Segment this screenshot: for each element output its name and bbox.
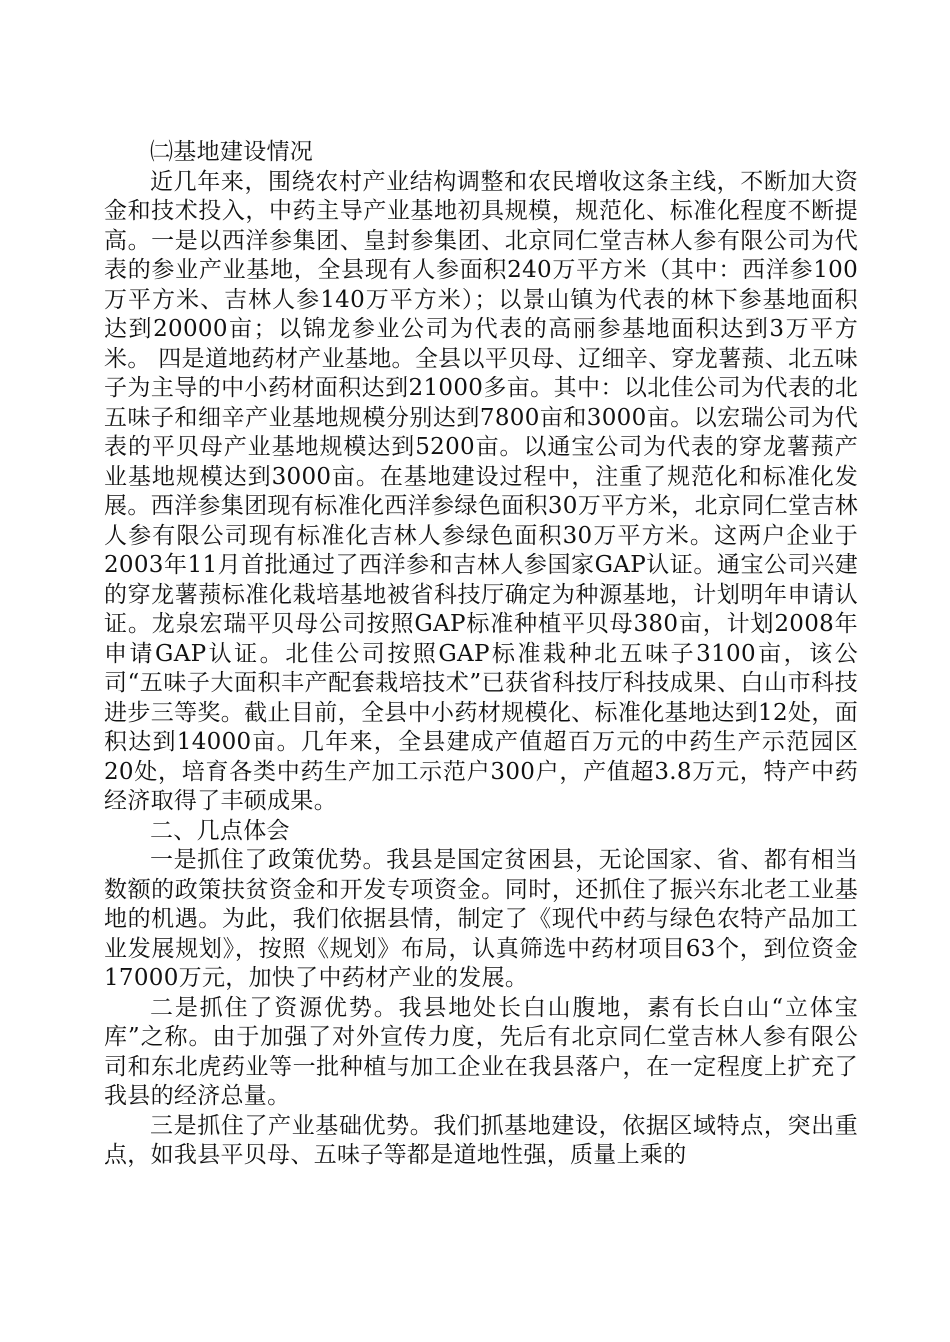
paragraph-policy-advantage: 一是抓住了政策优势。我县是国定贫困县，无论国家、省、都有相当数额的政策扶贫资金和开发专项资金。同时，还抓住了振兴东北老工业基地的机遇。为此，我们依据县情，制定了《现代中药与绿色农特产品加工业发展规划》，按照《规划》布局，认真筛选中药材项目63个，到位资金17000万元，加快了中药材产业的发展。 — [104, 847, 858, 991]
paragraph-industry-base-advantage: 三是抓住了产业基础优势。我们抓基地建设，依据区域特点，突出重点，如我县平贝母、五味子等都是道地性强，质量上乘的 — [104, 1112, 858, 1168]
paragraph-base-construction-details: 近几年来，围绕农村产业结构调整和农民增收这条主线，不断加大资金和技术投入，中药主导产业基地初具规模，规范化、标准化程度不断提高。一是以西洋参集团、皇封参集团、北京同仁堂吉林人参有限公司为代表的参业产业基地，全县现有人参面积240万平方米（其中：西洋参100万平方米、吉林人参140万平方米）；以景山镇为代表的林下参基地面积达到20000亩；以锦龙参业公司为代表的高丽参基地面积达到3万平方米。 四是道地药材产业基地。全县以平贝母、辽细辛、穿龙薯蓣、北五味子为主导的中小药材面积达到21000多亩。其中：以北佳公司为代表的北五味子和细辛产业基地规模分别达到7800亩和3000亩。以宏瑞公司为代表的平贝母产业基地规模达到5200亩。以通宝公司为代表的穿龙薯蓣产业基地规模达到3000亩。在基地建设过程中，注重了规范化和标准化发展。西洋参集团现有标准化西洋参绿色面积30万平方米，北京同仁堂吉林人参有限公司现有标准化吉林人参绿色面积30万平方米。这两户企业于2003年11月首批通过了西洋参和吉林人参国家GAP认证。通宝公司兴建的穿龙薯蓣标准化栽培基地被省科技厅确定为种源基地，计划明年申请认证。龙泉宏瑞平贝母公司按照GAP标准种植平贝母380亩，计划2008年申请GAP认证。北佳公司按照GAP标准栽种北五味子3100亩，该公司“五味子大面积丰产配套栽培技术”已获省科技厅科技成果、白山市科技进步三等奖。截止目前，全县中小药材规模化、标准化基地达到12处，面积达到14000亩。几年来，全县建成产值超百万元的中药生产示范园区 20处，培育各类中药生产加工示范户300户，产值超3.8万元，特产中药经济取得了丰硕成果。 — [104, 168, 858, 814]
section-heading-experience: 二、几点体会 — [150, 817, 290, 844]
section-heading-base-construction: ㈡基地建设情况 — [150, 139, 314, 165]
document-body — [104, 138, 858, 1171]
paragraph-resource-advantage: 二是抓住了资源优势。我县地处长白山腹地，素有长白山“立体宝库”之称。由于加强了对外宣传力度，先后有北京同仁堂吉林人参有限公司和东北虎药业等一批种植与加工企业在我县落户，在一定程度上扩充了我县的经济总量。 — [104, 994, 858, 1109]
